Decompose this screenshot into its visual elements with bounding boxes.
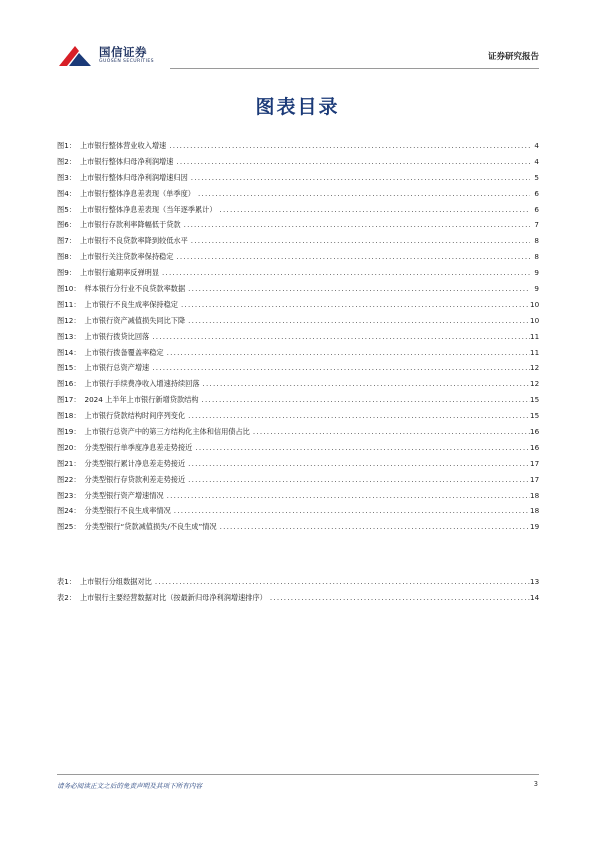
toc-entry[interactable] [57,265,539,281]
footer-divider [57,774,539,775]
toc-entry-number: 图22： [57,474,81,484]
toc-entry-number: 图19： [57,427,81,437]
toc-entry[interactable] [57,440,539,456]
toc-leader-dots [185,408,530,424]
toc-entry-label: 上市银行资产减值损失同比下降 [84,315,186,325]
toc-entry[interactable] [57,345,539,361]
toc-entry-page: 8 [534,236,539,246]
toc-entry-page: 10 [530,299,540,309]
toc-entry-page: 18 [530,506,540,516]
toc-leader-dots [185,472,530,488]
toc-entry-page: 7 [534,220,539,230]
guosen-logo-icon [57,43,93,69]
toc-leader-dots [171,503,530,519]
table-list [57,574,539,606]
toc-entry[interactable] [57,408,539,424]
toc-entry[interactable] [57,329,539,345]
toc-entry-page: 17 [530,474,540,484]
toc-leader-dots [199,392,530,408]
brand-name: 国信证券 [99,45,147,59]
toc-entry[interactable] [57,249,539,265]
toc-leader-dots [166,138,530,154]
toc-leader-dots [181,217,530,233]
toc-leader-dots [195,186,530,202]
toc-entry-page: 5 [534,172,539,182]
toc-leader-dots [188,233,530,249]
toc-entry[interactable] [57,360,539,376]
toc-entry-number: 图7： [57,236,76,246]
toc-entry-number: 图12： [57,315,81,325]
toc-entry-label: 上市银行不良贷款率降到较低水平 [79,236,188,246]
toc-entry-number: 图21： [57,458,81,468]
toc-entry-label: 上市银行主要经营数据对比（按最新归母净利润增速排序） [79,592,267,602]
toc-entry-label: 上市银行手续费净收入增速持续回落 [84,379,200,389]
report-type-label: 证券研究报告 [487,52,539,62]
toc-entry-page: 13 [530,577,540,586]
toc-entry-page: 9 [534,268,539,278]
toc-entry[interactable] [57,590,539,606]
page-title: 图表目录 [255,96,340,118]
toc-entry-number: 图23： [57,490,81,500]
toc-leader-dots [164,345,530,361]
toc-entry-number: 图16： [57,379,81,389]
toc-entry-number: 图10： [57,284,81,294]
toc-entry-label: 上市银行整体营业收入增速 [79,141,167,150]
toc-entry-label: 分类型银行不良生成率情况 [84,506,171,516]
toc-entry-label: 分类型银行单季度净息差走势接近 [84,442,193,452]
toc-leader-dots [217,202,530,218]
toc-entry-number: 图5： [57,204,76,214]
toc-entry-number: 图2： [57,156,76,166]
toc-entry-label: 上市银行整体归母净利润增速 [79,156,174,166]
toc-leader-dots [217,519,530,535]
toc-entry-number: 图1： [57,141,76,150]
toc-leader-dots [152,574,530,590]
toc-entry-number: 图17： [57,395,81,405]
toc-entry-number: 图13： [57,331,81,341]
toc-leader-dots [185,281,530,297]
toc-entry-label: 上市银行关注贷款率保持稳定 [79,252,174,262]
toc-entry-label: 上市银行贷款结构时间序列变化 [84,411,186,421]
page-header [57,40,539,70]
toc-entry-label: 上市银行分组数据对比 [79,577,152,586]
toc-entry-number: 图3： [57,172,76,182]
toc-entry-page: 8 [534,252,539,262]
toc-entry[interactable] [57,217,539,233]
toc-entry[interactable] [57,376,539,392]
toc-entry-number: 图24： [57,506,81,516]
toc-entry-number: 表1： [57,577,76,586]
toc-entry-page: 19 [530,522,540,532]
toc-leader-dots [178,297,530,313]
toc-entry[interactable] [57,154,539,170]
toc-entry-label: 上市银行拨备覆盖率稳定 [84,347,164,357]
toc-entry[interactable] [57,170,539,186]
toc-entry-label: 2024 上半年上市银行新增贷款结构 [84,395,199,405]
toc-entry-page: 4 [534,141,539,150]
figure-list [57,138,539,535]
toc-entry-page: 12 [530,379,540,389]
toc-leader-dots [149,329,530,345]
toc-leader-dots [188,170,530,186]
toc-entry-number: 图15： [57,363,81,373]
toc-entry-page: 17 [530,458,540,468]
toc-entry[interactable] [57,574,539,590]
toc-entry-page: 10 [530,315,540,325]
toc-entry-number: 图18： [57,411,81,421]
toc-leader-dots [192,440,530,456]
toc-entry[interactable] [57,297,539,313]
toc-entry-number: 图20： [57,442,81,452]
toc-entry-number: 图11： [57,299,81,309]
toc-entry-page: 6 [534,204,539,214]
toc-entry-label: 上市银行整体净息差表现（单季度） [79,188,195,198]
toc-leader-dots [250,424,530,440]
toc-entry-number: 图25： [57,522,81,532]
toc-entry[interactable] [57,503,539,519]
toc-leader-dots [149,360,530,376]
toc-leader-dots [164,488,530,504]
toc-entry-page: 18 [530,490,540,500]
toc-entry-number: 图8： [57,252,76,262]
toc-entry[interactable] [57,519,539,535]
toc-leader-dots [185,313,530,329]
toc-entry-page: 11 [530,347,540,357]
toc-leader-dots [173,154,530,170]
toc-entry[interactable] [57,138,539,154]
toc-leader-dots [159,265,530,281]
toc-entry-page: 16 [530,427,540,437]
page-number: 3 [533,780,538,788]
footer-disclaimer: 请务必阅读正文之后的免责声明及其项下所有内容 [57,782,203,790]
toc-entry-label: 上市银行整体归母净利润增速归因 [79,172,188,182]
toc-entry[interactable] [57,186,539,202]
toc-entry-page: 15 [530,411,540,421]
toc-leader-dots [267,590,530,606]
toc-entry-page: 11 [530,331,540,341]
toc-entry-number: 图14： [57,347,81,357]
toc-entry[interactable] [57,202,539,218]
toc-entry-page: 15 [530,395,540,405]
toc-entry[interactable] [57,392,539,408]
toc-entry-label: 上市银行总资产中的第三方结构化主体和信用债占比 [84,427,250,437]
toc-entry-page: 12 [530,363,540,373]
toc-entry[interactable] [57,472,539,488]
toc-leader-dots [173,249,530,265]
toc-entry-number: 图6： [57,220,76,230]
toc-entry[interactable] [57,424,539,440]
toc-entry-page: 14 [530,592,540,602]
toc-entry-label: 上市银行拨贷比回落 [84,331,150,341]
toc-leader-dots [200,376,530,392]
toc-entry-label: 样本银行分行业不良贷款率数据 [84,284,186,294]
toc-entry-page: 6 [534,188,539,198]
toc-entry[interactable] [57,456,539,472]
toc-entry-page: 4 [534,156,539,166]
toc-leader-dots [185,456,530,472]
header-divider [170,68,539,69]
toc-entry-number: 图4： [57,188,76,198]
toc-entry[interactable] [57,488,539,504]
toc-entry-label: 分类型银行累计净息差走势接近 [84,458,186,468]
toc-entry[interactable] [57,233,539,249]
toc-entry-page: 16 [530,442,540,452]
toc-entry-label: 分类型银行“贷款减值损失/不良生成”情况 [84,522,217,532]
toc-entry[interactable] [57,281,539,297]
toc-entry-label: 上市银行存款利率降幅低于贷款 [79,220,181,230]
toc-entry-label: 上市银行总资产增速 [84,363,150,373]
toc-entry-label: 上市银行不良生成率保持稳定 [84,299,178,309]
toc-entry-number: 表2： [57,592,76,602]
toc-entry-label: 分类型银行存贷款利差走势接近 [84,474,186,484]
toc-entry-number: 图9： [57,268,76,278]
toc-entry-label: 上市银行整体净息差表现（当年逐季累计） [79,204,217,214]
toc-entry-page: 9 [534,284,539,294]
toc-entry-label: 上市银行逾期率反弹明显 [79,268,160,278]
toc-entry-label: 分类型银行资产增速情况 [84,490,164,500]
toc-entry[interactable] [57,313,539,329]
brand-name-en: GUOSEN SECURITIES [99,59,154,64]
